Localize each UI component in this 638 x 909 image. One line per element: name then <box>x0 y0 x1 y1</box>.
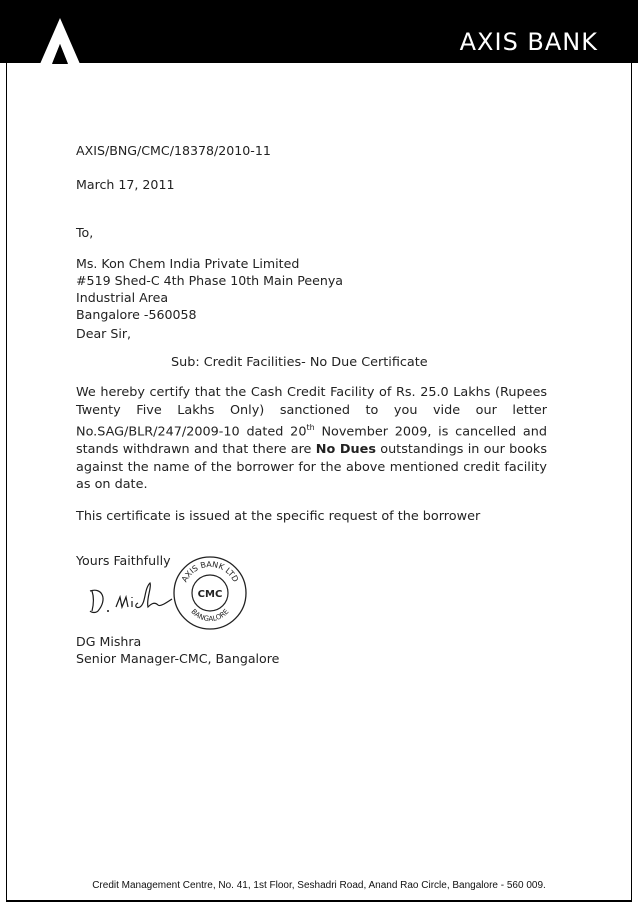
closing-note: This certificate is issued at the specific request of the borrower <box>76 509 481 524</box>
body-text: November 2009, is cancelled and <box>314 424 547 440</box>
page-border-right <box>631 63 632 900</box>
signatory-title: Senior Manager-CMC, Bangalore <box>76 651 280 666</box>
body-line <box>76 441 547 459</box>
body-text: No.SAG/BLR/247/2009-10 dated 20 <box>76 424 307 440</box>
letter-date: March 17, 2011 <box>76 177 175 192</box>
body-line: against the name of the borrower for the above mentioned credit facility <box>76 459 547 475</box>
company-seal <box>172 555 248 631</box>
address-line: #519 Shed-C 4th Phase 10th Main Peenya <box>76 273 344 288</box>
reference-number: AXIS/BNG/CMC/18378/2010-11 <box>76 143 271 158</box>
address-line: Bangalore -560058 <box>76 307 197 322</box>
body-line: as on date. <box>76 477 148 493</box>
body-line <box>76 419 547 441</box>
body-text: outstandings in our books <box>375 442 548 458</box>
address-line: Ms. Kon Chem India Private Limited <box>76 256 300 271</box>
handwritten-signature <box>88 577 178 627</box>
salutation: Dear Sir, <box>76 326 132 341</box>
certificate-body <box>76 384 547 494</box>
footer-rule <box>6 900 632 902</box>
body-line: We hereby certify that the Cash Credit Facility of Rs. 25.0 Lakhs (Rupees <box>76 385 547 400</box>
footer-address: Credit Management Centre, No. 41, 1st Floor, Seshadri Road, Anand Rao Circle, Bangalore - 560 009. <box>92 880 546 891</box>
seal-top-text: AXIS BANK LTD <box>179 559 241 584</box>
subject-line: Sub: Credit Facilities- No Due Certificate <box>171 355 428 370</box>
seal-center-text: CMC <box>197 589 223 600</box>
body-line: Twenty Five Lakhs Only) sanctioned to you vide our letter <box>76 402 547 418</box>
ordinal-suffix: th <box>306 423 315 433</box>
seal-bottom-text: BANGALORE <box>189 607 231 624</box>
no-dues-emphasis: No Dues <box>315 442 376 458</box>
sign-off: Yours Faithfully <box>76 553 171 568</box>
recipient-address <box>76 255 343 323</box>
axis-bank-logo-icon <box>40 18 80 64</box>
signatory-name: DG Mishra <box>76 634 142 649</box>
address-line: Industrial Area <box>76 290 169 305</box>
letterhead-banner <box>0 0 638 63</box>
body-text: stands withdrawn and that there are <box>76 442 316 458</box>
to-line: To, <box>76 225 94 240</box>
page-border-left <box>6 63 7 900</box>
bank-name: AXIS BANK <box>459 28 598 56</box>
